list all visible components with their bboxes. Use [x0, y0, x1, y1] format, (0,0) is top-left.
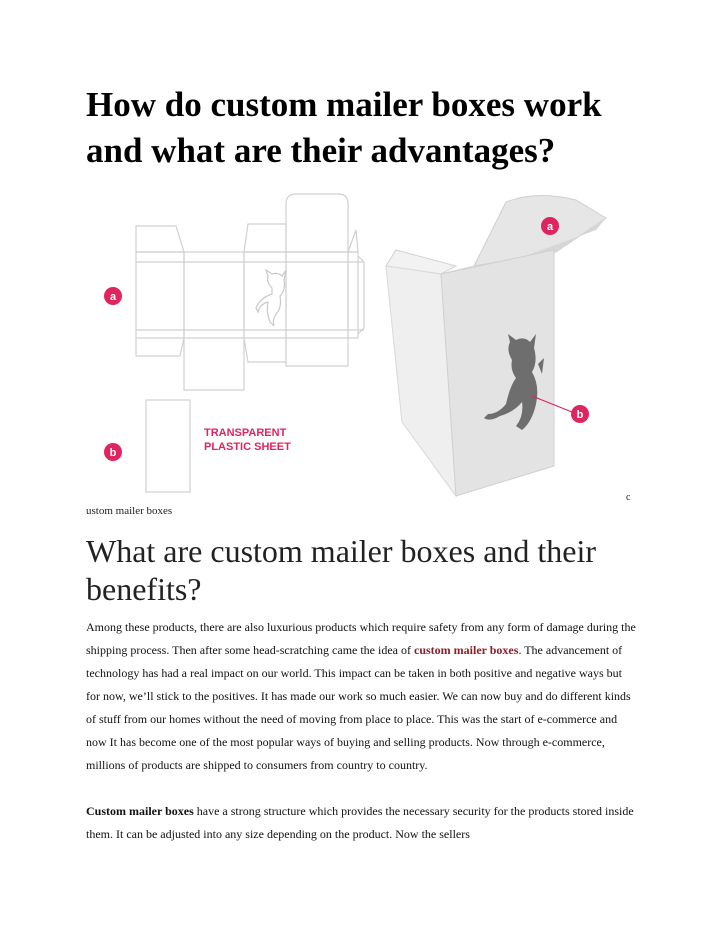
sheet-label-line1: TRANSPARENT: [204, 427, 287, 439]
assembled-box: [386, 195, 606, 496]
paragraph-1-text-end: . The advancement of technology has had a real impact on our world. This impact can be taken in both positive and negative ways but for now, we’ll stick to the positives. It has made our work so much easier. We can now buy and do different kinds of stuff from our homes without the need of moving from place to place. This was the start of e-commerce and now It has become one of the most popular ways of buying and selling products. Now through e-commerce, millions of products are shipped to consumers from country to country.: [86, 643, 631, 772]
cat-window-outline: [256, 270, 286, 326]
figure-caption: ustom mailer boxes: [86, 505, 173, 517]
marker-a-left-label: a: [109, 291, 117, 303]
paragraph-1-text-start: Among these products, there are also luxurious products which require safety from any form of damage during the shipping process. Then after some head-scratching came the idea of: [86, 620, 636, 657]
section-heading: What are custom mailer boxes and their benefits?: [86, 533, 597, 607]
sheet-label-line2: PLASTIC SHEET: [204, 441, 291, 453]
marker-b-left-label: b: [109, 447, 117, 459]
paragraph-1: [86, 616, 636, 777]
figure-trailing-char: c: [626, 492, 631, 503]
custom-mailer-boxes-link[interactable]: custom mailer boxes: [414, 643, 519, 657]
marker-a-right-label: a: [546, 221, 554, 233]
box-diagram: [96, 190, 616, 500]
paragraph-2: [86, 800, 636, 846]
paragraph-2-bold: Custom mailer boxes: [86, 804, 194, 818]
article-title: How do custom mailer boxes work and what are their advantages?: [86, 85, 602, 170]
mailer-box-illustration: [96, 190, 616, 500]
paragraph-2-text: have a strong structure which provides the necessary security for the products stored inside them. It can be adjusted into any size depending on the product. Now the sellers: [86, 804, 634, 841]
marker-b-right-label: b: [576, 409, 584, 421]
